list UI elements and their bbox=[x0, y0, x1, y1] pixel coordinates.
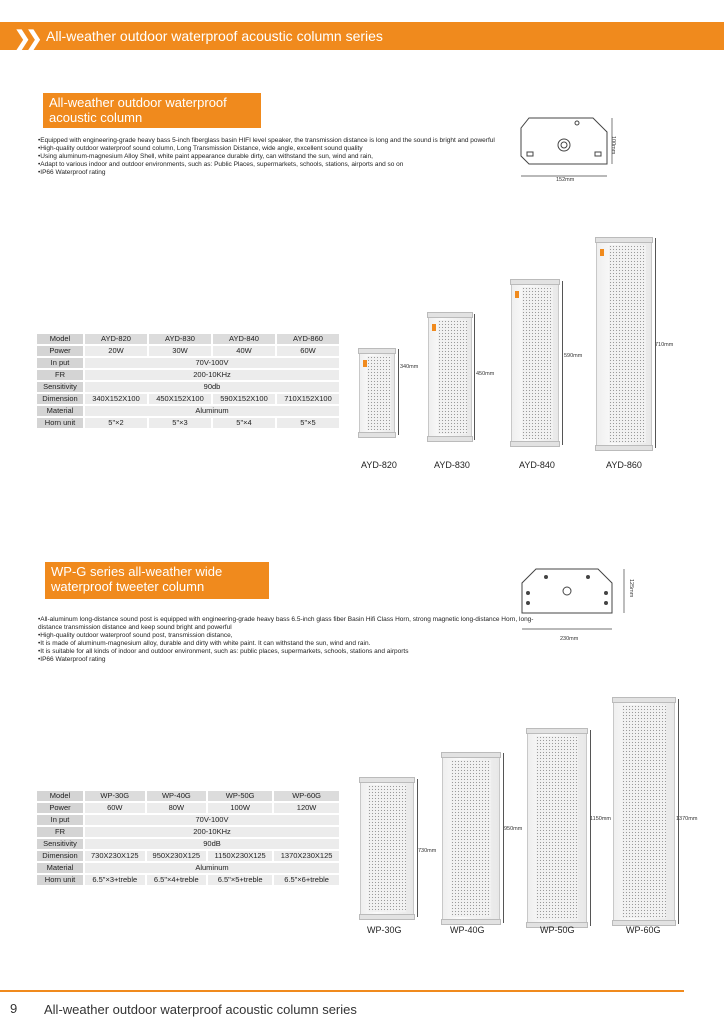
dimension-cell: 1150X230X125 bbox=[208, 851, 272, 861]
model-cell: WP-50G bbox=[208, 791, 272, 801]
speaker-image-ayd-830 bbox=[428, 315, 472, 439]
speaker-image-wp-50g bbox=[527, 731, 587, 925]
height-measure-line bbox=[474, 314, 475, 440]
row-label: Horn unit bbox=[37, 418, 83, 428]
power-cell: 80W bbox=[147, 803, 207, 813]
horn-cell: 6.5"×4+treble bbox=[147, 875, 207, 885]
table-row bbox=[37, 803, 339, 813]
footer-divider bbox=[0, 990, 684, 992]
row-label: Horn unit bbox=[37, 875, 83, 885]
row-label: Dimension bbox=[37, 851, 83, 861]
speaker-image-wp-30g bbox=[360, 780, 414, 917]
product-name: AYD-840 bbox=[519, 460, 555, 470]
model-cell: AYD-860 bbox=[277, 334, 339, 344]
top-banner bbox=[0, 22, 724, 50]
power-cell: 120W bbox=[274, 803, 339, 813]
sensitivity-cell: 90db bbox=[85, 382, 339, 392]
horn-cell: 6.5"×5+treble bbox=[208, 875, 272, 885]
power-cell: 100W bbox=[208, 803, 272, 813]
horn-cell: 5"×3 bbox=[149, 418, 211, 428]
feature-item: • IP66 Waterproof rating bbox=[38, 169, 508, 177]
table-row bbox=[37, 394, 339, 404]
model-cell: AYD-840 bbox=[213, 334, 275, 344]
brand-mark bbox=[515, 291, 519, 298]
material-cell: Aluminum bbox=[85, 406, 339, 416]
speaker-image-wp-40g bbox=[442, 755, 500, 922]
feature-item: • IP66 Waterproof rating bbox=[38, 656, 538, 664]
row-label: FR bbox=[37, 827, 83, 837]
table-row bbox=[37, 839, 339, 849]
row-label: In put bbox=[37, 815, 83, 825]
fr-cell: 200-10KHz bbox=[85, 370, 339, 380]
table-row bbox=[37, 791, 339, 801]
power-cell: 30W bbox=[149, 346, 211, 356]
horn-cell: 5"×2 bbox=[85, 418, 147, 428]
height-measure-line bbox=[503, 753, 504, 923]
section1-feature-list bbox=[38, 137, 508, 177]
section2-title: WP-G series all-weather wide waterproof tweeter column bbox=[45, 562, 269, 599]
feature-item: • All-aluminum long-distance sound post is equipped with engineering-grade heavy bass 6.5-inch glass fiber Basin Hifi Class Horn, strong magnetic long-distance Horn, long-distance transmission distance and keep sound bright and powerful bbox=[38, 616, 538, 632]
model-cell: WP-60G bbox=[274, 791, 339, 801]
dimension-cell: 950X230X125 bbox=[147, 851, 207, 861]
material-cell: Aluminum bbox=[85, 863, 339, 873]
dimension-cell: 340X152X100 bbox=[85, 394, 147, 404]
row-label: Power bbox=[37, 803, 83, 813]
dimension-cell: 730X230X125 bbox=[85, 851, 145, 861]
row-label: Material bbox=[37, 863, 83, 873]
table-row bbox=[37, 370, 339, 380]
feature-item: • High-quality outdoor waterproof sound post, transmission distance, bbox=[38, 632, 538, 640]
table-row bbox=[37, 418, 339, 428]
feature-item: • It is made of aluminum-magnesium alloy, durable and dirty with white paint. It can withstand the sun, wind and rain. bbox=[38, 640, 538, 648]
height-measure-line bbox=[398, 349, 399, 435]
table-row bbox=[37, 875, 339, 885]
row-label: In put bbox=[37, 358, 83, 368]
horn-cell: 5"×4 bbox=[213, 418, 275, 428]
feature-item: • High-quality outdoor waterproof sound column, Long Transmission Distance, wide angle, excellent sound quality bbox=[38, 145, 508, 153]
product-name: WP-60G bbox=[626, 925, 661, 935]
dimension-cell: 590X152X100 bbox=[213, 394, 275, 404]
bracket-width-label: 152mm bbox=[556, 177, 575, 183]
section2-spec-table bbox=[35, 789, 341, 887]
height-label: 590mm bbox=[564, 353, 583, 359]
input-cell: 70V-100V bbox=[85, 815, 339, 825]
power-cell: 60W bbox=[85, 803, 145, 813]
bracket-height-label: 125mm bbox=[628, 579, 634, 598]
product-name: AYD-820 bbox=[361, 460, 397, 470]
table-row bbox=[37, 346, 339, 356]
dimension-cell: 1370X230X125 bbox=[274, 851, 339, 861]
footer-title: All-weather outdoor waterproof acoustic column series bbox=[44, 1002, 357, 1017]
brand-mark bbox=[600, 249, 604, 256]
model-cell: AYD-830 bbox=[149, 334, 211, 344]
speaker-image-ayd-860 bbox=[596, 240, 652, 448]
power-cell: 20W bbox=[85, 346, 147, 356]
feature-item: • It is suitable for all kinds of indoor and outdoor environment, such as: public places, supermarkets, schools, stations and airports bbox=[38, 648, 538, 656]
height-label: 450mm bbox=[476, 371, 495, 377]
row-label: Model bbox=[37, 334, 83, 344]
sensitivity-cell: 90dB bbox=[85, 839, 339, 849]
horn-cell: 6.5"×3+treble bbox=[85, 875, 145, 885]
table-row bbox=[37, 815, 339, 825]
table-row bbox=[37, 334, 339, 344]
horn-cell: 5"×5 bbox=[277, 418, 339, 428]
table-row bbox=[37, 382, 339, 392]
feature-item: • Using aluminum-magnesium Alloy Shell, white paint appearance durable dirty, can withstand the sun, wind and rain, bbox=[38, 153, 508, 161]
dimension-cell: 450X152X100 bbox=[149, 394, 211, 404]
bracket-width-label: 230mm bbox=[560, 636, 579, 642]
bracket-height-label: 100mm bbox=[610, 136, 616, 155]
height-measure-line bbox=[590, 730, 591, 926]
height-label: 1370mm bbox=[676, 816, 698, 822]
product-name: WP-50G bbox=[540, 925, 575, 935]
feature-item: • Equipped with engineering-grade heavy bass 5-inch fiberglass basin HIFI level speaker, the transmission distance is long and the sound is bright and powerful bbox=[38, 137, 508, 145]
double-chevron-right-icon: ❯❯ bbox=[14, 28, 38, 50]
dimension-cell: 710X152X100 bbox=[277, 394, 339, 404]
section1-title: All-weather outdoor waterproof acoustic column bbox=[43, 93, 261, 128]
row-label: Dimension bbox=[37, 394, 83, 404]
height-label: 710mm bbox=[655, 342, 674, 348]
product-name: WP-30G bbox=[367, 925, 402, 935]
brand-mark bbox=[363, 360, 367, 367]
row-label: Sensitivity bbox=[37, 382, 83, 392]
table-row bbox=[37, 406, 339, 416]
table-row bbox=[37, 851, 339, 861]
brand-mark bbox=[432, 324, 436, 331]
section1-spec-table bbox=[35, 332, 341, 430]
product-name: AYD-830 bbox=[434, 460, 470, 470]
table-row bbox=[37, 827, 339, 837]
speaker-image-ayd-820 bbox=[359, 351, 395, 435]
speaker-image-ayd-840 bbox=[511, 282, 559, 444]
page-number: 9 bbox=[10, 1001, 18, 1016]
row-label: Sensitivity bbox=[37, 839, 83, 849]
product-name: AYD-860 bbox=[606, 460, 642, 470]
table-row bbox=[37, 863, 339, 873]
row-label: Material bbox=[37, 406, 83, 416]
table-row bbox=[37, 358, 339, 368]
height-measure-line bbox=[678, 699, 679, 924]
model-cell: AYD-820 bbox=[85, 334, 147, 344]
height-label: 340mm bbox=[400, 364, 419, 370]
power-cell: 60W bbox=[277, 346, 339, 356]
height-label: 950mm bbox=[504, 826, 523, 832]
row-label: FR bbox=[37, 370, 83, 380]
section2-feature-list bbox=[38, 616, 538, 664]
model-cell: WP-30G bbox=[85, 791, 145, 801]
input-cell: 70V-100V bbox=[85, 358, 339, 368]
page-title: All-weather outdoor waterproof acoustic column series bbox=[46, 28, 383, 44]
power-cell: 40W bbox=[213, 346, 275, 356]
fr-cell: 200-10KHz bbox=[85, 827, 339, 837]
feature-item: • Adapt to various indoor and outdoor environments, such as: Public Places, supermarkets, schools, stations, airports and so on bbox=[38, 161, 508, 169]
height-measure-line bbox=[562, 281, 563, 445]
product-name: WP-40G bbox=[450, 925, 485, 935]
height-label: 1150mm bbox=[590, 816, 611, 822]
model-cell: WP-40G bbox=[147, 791, 207, 801]
height-label: 730mm bbox=[418, 848, 437, 854]
row-label: Model bbox=[37, 791, 83, 801]
speaker-image-wp-60g bbox=[613, 700, 675, 923]
row-label: Power bbox=[37, 346, 83, 356]
horn-cell: 6.5"×6+treble bbox=[274, 875, 339, 885]
